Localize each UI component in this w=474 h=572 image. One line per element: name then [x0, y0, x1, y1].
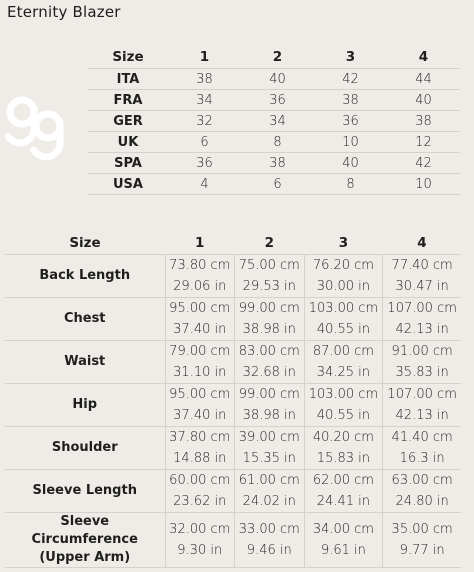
size-value: 10 [314, 132, 387, 153]
size-col-header: 3 [314, 46, 387, 69]
cm-value: 34.00 cm [312, 522, 374, 537]
page-title: Eternity Blazer [7, 3, 121, 21]
cm-value: 37.80 cm [169, 430, 231, 445]
measurement-cell [304, 513, 383, 568]
measurement-row [5, 513, 461, 568]
cm-value: 95.00 cm [169, 387, 231, 402]
measurement-cell [383, 341, 461, 384]
inch-value: 37.40 in [173, 322, 227, 337]
size-value: 40 [314, 153, 387, 174]
measurement-cell [383, 384, 461, 427]
measurement-label: Sleeve Length [5, 470, 165, 513]
conversion-row [88, 90, 460, 111]
measurement-label: Sleeve Circumference (Upper Arm) [5, 513, 165, 568]
inch-value: 38.98 in [242, 408, 296, 423]
inch-value: 40.55 in [316, 408, 370, 423]
cm-value: 39.00 cm [238, 430, 300, 445]
size-col-header: 2 [241, 46, 314, 69]
inch-value: 40.55 in [316, 322, 370, 337]
size-col-header: 1 [165, 232, 235, 255]
size-value: 34 [168, 90, 241, 111]
measurement-cell [165, 427, 235, 470]
cm-value: 79.00 cm [169, 344, 231, 359]
cm-value: 103.00 cm [308, 387, 379, 402]
region-label: USA [88, 174, 168, 195]
cm-value: 62.00 cm [312, 473, 374, 488]
size-value: 38 [241, 153, 314, 174]
cm-value: 83.00 cm [238, 344, 300, 359]
inch-value: 24.80 in [395, 494, 449, 509]
size-value: 36 [314, 111, 387, 132]
measurement-cell [383, 255, 461, 298]
measurement-cell [383, 427, 461, 470]
cm-value: 63.00 cm [391, 473, 453, 488]
conversion-row [88, 174, 460, 195]
measurement-row [5, 384, 461, 427]
size-col-header: 3 [304, 232, 383, 255]
size-value: 8 [314, 174, 387, 195]
size-value: 44 [387, 69, 460, 90]
size-col-header: 1 [168, 46, 241, 69]
measurement-cell [235, 427, 305, 470]
size-value: 38 [168, 69, 241, 90]
brand-logo-icon [2, 82, 68, 168]
measurement-row [5, 470, 461, 513]
inch-value: 42.13 in [395, 408, 449, 423]
measurement-row [5, 341, 461, 384]
size-value: 10 [387, 174, 460, 195]
size-value: 42 [387, 153, 460, 174]
measurement-cell [304, 427, 383, 470]
measurements-table [5, 232, 461, 568]
measurement-label: Shoulder [5, 427, 165, 470]
size-value: 38 [387, 111, 460, 132]
cm-value: 91.00 cm [391, 344, 453, 359]
measurement-cell [235, 255, 305, 298]
measurement-cell [304, 470, 383, 513]
region-label: ITA [88, 69, 168, 90]
measurements-header-row [5, 232, 461, 255]
measurement-cell [235, 298, 305, 341]
inch-value: 30.00 in [316, 279, 370, 294]
measurement-cell [304, 255, 383, 298]
measurement-cell [235, 384, 305, 427]
size-value: 36 [168, 153, 241, 174]
measurement-cell [383, 470, 461, 513]
size-value: 40 [387, 90, 460, 111]
inch-value: 34.25 in [316, 365, 370, 380]
cm-value: 33.00 cm [238, 522, 300, 537]
inch-value: 29.53 in [242, 279, 296, 294]
measurement-label: Back Length [5, 255, 165, 298]
size-col-header: 4 [383, 232, 461, 255]
region-label: UK [88, 132, 168, 153]
size-value: 40 [241, 69, 314, 90]
measurement-label: Waist [5, 341, 165, 384]
inch-value: 9.46 in [246, 543, 292, 558]
conversion-row [88, 153, 460, 174]
cm-value: 87.00 cm [312, 344, 374, 359]
size-value: 38 [314, 90, 387, 111]
inch-value: 9.77 in [399, 543, 445, 558]
cm-value: 103.00 cm [308, 301, 379, 316]
measurement-cell [304, 384, 383, 427]
measurement-cell [383, 298, 461, 341]
cm-value: 60.00 cm [169, 473, 231, 488]
cm-value: 40.20 cm [312, 430, 374, 445]
size-value: 12 [387, 132, 460, 153]
conversion-row [88, 69, 460, 90]
measurement-cell [165, 341, 235, 384]
cm-value: 73.80 cm [169, 258, 231, 273]
inch-value: 14.88 in [173, 451, 227, 466]
cm-value: 77.40 cm [391, 258, 453, 273]
size-value: 36 [241, 90, 314, 111]
inch-value: 16.3 in [399, 451, 445, 466]
inch-value: 35.83 in [395, 365, 449, 380]
cm-value: 99.00 cm [238, 301, 300, 316]
measurement-cell [235, 470, 305, 513]
inch-value: 37.40 in [173, 408, 227, 423]
measurement-label: Chest [5, 298, 165, 341]
measurement-cell [304, 341, 383, 384]
measurement-row [5, 298, 461, 341]
size-value: 32 [168, 111, 241, 132]
measurement-cell [165, 384, 235, 427]
size-value: 6 [168, 132, 241, 153]
cm-value: 76.20 cm [312, 258, 374, 273]
measurement-cell [383, 513, 461, 568]
size-value: 4 [168, 174, 241, 195]
cm-value: 107.00 cm [387, 387, 457, 402]
cm-value: 75.00 cm [238, 258, 300, 273]
size-conversion-table [88, 46, 460, 195]
measurement-cell [235, 513, 305, 568]
measurement-row [5, 427, 461, 470]
cm-value: 41.40 cm [391, 430, 453, 445]
size-value: 6 [241, 174, 314, 195]
conversion-row [88, 132, 460, 153]
inch-value: 32.68 in [242, 365, 296, 380]
inch-value: 42.13 in [395, 322, 449, 337]
measurement-row [5, 255, 461, 298]
size-header-row [88, 46, 460, 69]
measurement-cell [165, 513, 235, 568]
measurement-cell [165, 298, 235, 341]
region-label: GER [88, 111, 168, 132]
size-value: 8 [241, 132, 314, 153]
cm-value: 107.00 cm [387, 301, 457, 316]
inch-value: 9.30 in [177, 543, 223, 558]
inch-value: 24.41 in [316, 494, 370, 509]
conversion-row [88, 111, 460, 132]
size-header: Size [88, 46, 168, 69]
size-value: 34 [241, 111, 314, 132]
region-label: FRA [88, 90, 168, 111]
measurement-cell [165, 255, 235, 298]
cm-value: 32.00 cm [169, 522, 231, 537]
cm-value: 35.00 cm [391, 522, 453, 537]
measurement-cell [235, 341, 305, 384]
inch-value: 24.02 in [242, 494, 296, 509]
size-col-header: 2 [235, 232, 305, 255]
inch-value: 30.47 in [395, 279, 449, 294]
size-col-header: 4 [387, 46, 460, 69]
size-value: 42 [314, 69, 387, 90]
inch-value: 23.62 in [173, 494, 227, 509]
inch-value: 29.06 in [173, 279, 227, 294]
inch-value: 31.10 in [173, 365, 227, 380]
inch-value: 15.83 in [316, 451, 370, 466]
inch-value: 15.35 in [242, 451, 296, 466]
measurement-cell [165, 470, 235, 513]
measurement-cell [304, 298, 383, 341]
region-label: SPA [88, 153, 168, 174]
cm-value: 61.00 cm [238, 473, 300, 488]
cm-value: 95.00 cm [169, 301, 231, 316]
measurement-label: Hip [5, 384, 165, 427]
inch-value: 38.98 in [242, 322, 296, 337]
cm-value: 99.00 cm [238, 387, 300, 402]
inch-value: 9.61 in [320, 543, 366, 558]
size-header: Size [5, 232, 165, 255]
